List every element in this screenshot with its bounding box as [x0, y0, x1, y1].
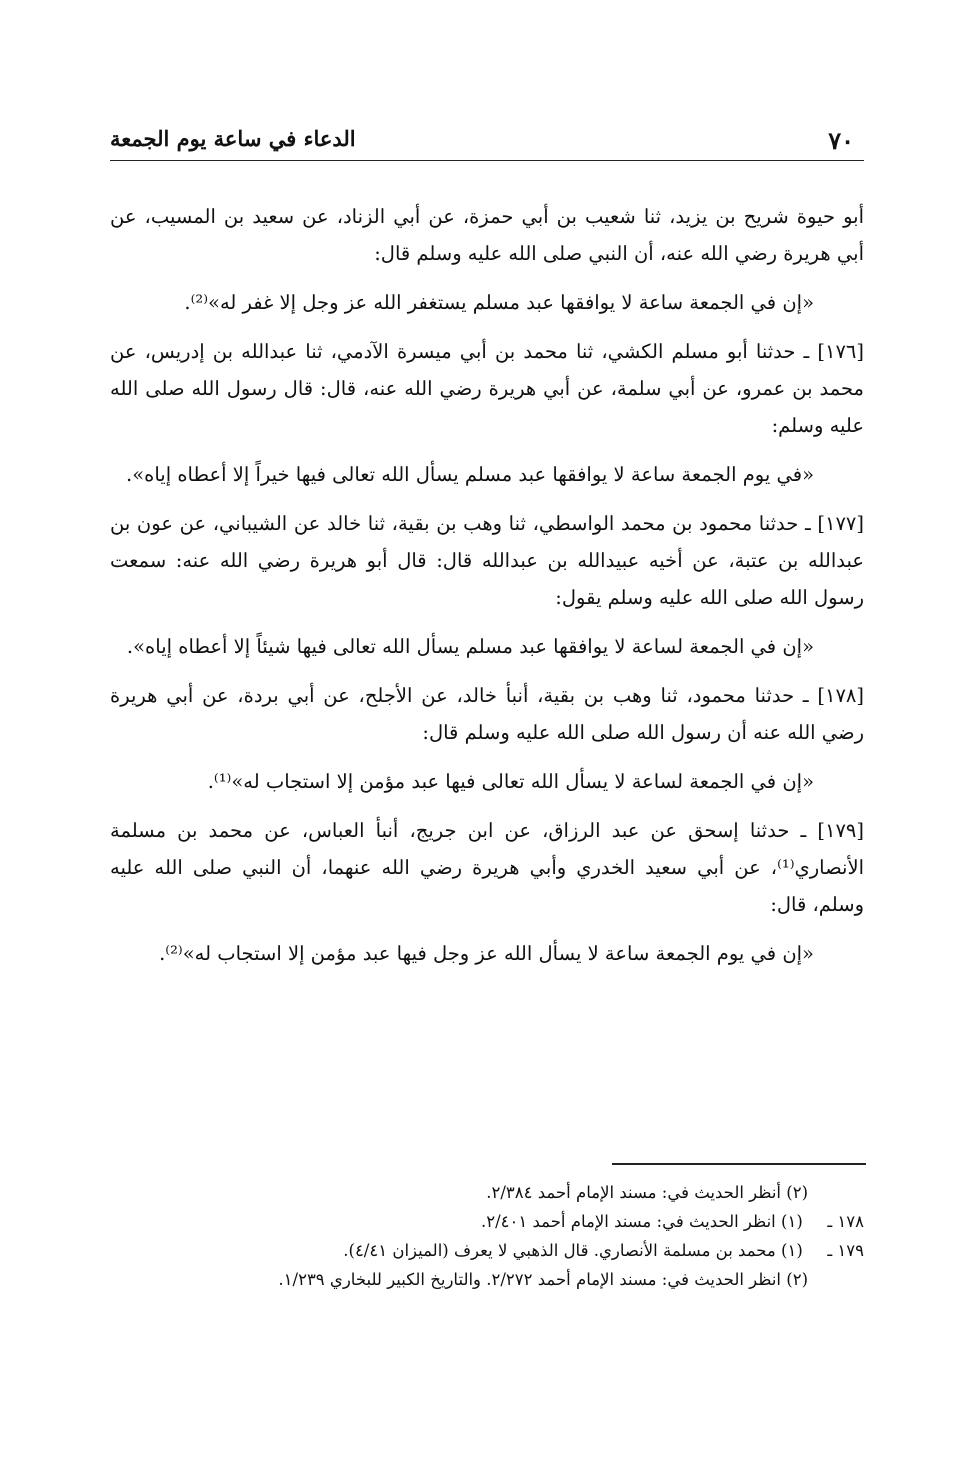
- footnote-text: (٢) انظر الحديث في: مسند الإمام أحمد ٢/٢٧٢. والتاريخ الكبير للبخاري ١/٢٣٩.: [278, 1270, 808, 1289]
- footnote-divider: [612, 1163, 866, 1165]
- hadith-text: «إن في الجمعة ساعة لا يوافقها عبد مسلم يستغفر الله عز وجل إلا غفر له»⁽²⁾.: [184, 291, 814, 314]
- footnote-hadith-number: ١٧٩ ـ: [827, 1241, 864, 1260]
- footnote-text: (١) محمد بن مسلمة الأنصاري. قال الذهبي لا يعرف (الميزان ٤/٤١).: [343, 1241, 803, 1260]
- footnote-hadith-number: ١٧٨ ـ: [827, 1212, 864, 1231]
- footnote: [110, 1265, 864, 1294]
- footnote-text: (١) انظر الحديث في: مسند الإمام أحمد ٢/٤٠١.: [481, 1212, 803, 1231]
- footnote: [110, 1236, 864, 1265]
- page-number: ٧٠: [828, 126, 854, 155]
- footnotes: [110, 1178, 864, 1294]
- hadith-text: «في يوم الجمعة ساعة لا يوافقها عبد مسلم يسأل الله تعالى فيها خيراً إلا أعطاه إياه».: [126, 463, 814, 486]
- footnote-text: (٢) أنظر الحديث في: مسند الإمام أحمد ٢/٣٨٤.: [486, 1183, 808, 1202]
- footnote: [110, 1207, 864, 1236]
- hadith-text: «إن في الجمعة لساعة لا يوافقها عبد مسلم يسأل الله تعالى فيها شيئاً إلا أعطاه إياه».: [126, 635, 814, 658]
- hadith-text: «إن في الجمعة لساعة لا يسأل الله تعالى فيها عبد مؤمن إلا استجاب له»⁽¹⁾.: [207, 770, 814, 793]
- isnad-paragraph: [١٧٩] ـ حدثنا إسحق عن عبد الرزاق، عن ابن جريج، أنبأ العباس، عن محمد بن مسلمة الأنصاري⁽¹⁾، عن أبي سعيد الخدري وأبي هريرة رضي الله عنهما، أن النبي صلى الله عليه وسلم، قال:: [110, 819, 864, 916]
- isnad-paragraph: [١٧٦] ـ حدثنا أبو مسلم الكشي، ثنا محمد بن أبي ميسرة الآدمي، ثنا عبدالله بن إدريس، عن محمد بن عمرو، عن أبي سلمة، عن أبي هريرة رضي الله عنه، قال: قال رسول الله صلى الله عليه وسلم:: [110, 340, 864, 437]
- isnad-paragraph: [١٧٧] ـ حدثنا محمود بن محمد الواسطي، ثنا وهب بن بقية، ثنا خالد عن الشيباني، عن عون بن عبدالله بن عتبة، عن أخيه عبيدالله بن عبدالله قال: قال أبو هريرة رضي الله عنه: سمعت رسول الله صلى الله عليه وسلم يقول:: [110, 512, 864, 609]
- main-text: [110, 198, 864, 984]
- page-header: [110, 124, 864, 161]
- footnote: [110, 1178, 864, 1207]
- isnad-paragraph: [١٧٨] ـ حدثنا محمود، ثنا وهب بن بقية، أنبأ خالد، عن الأجلح، عن أبي بردة، عن أبي هريرة رضي الله عنه أن رسول الله صلى الله عليه وسلم قال:: [110, 684, 864, 744]
- isnad-paragraph: أبو حيوة شريح بن يزيد، ثنا شعيب بن أبي حمزة، عن أبي الزناد، عن سعيد بن المسيب، عن أبي هريرة رضي الله عنه، أن النبي صلى الله عليه وسلم قال:: [110, 205, 864, 265]
- running-title: الدعاء في ساعة يوم الجمعة: [110, 126, 356, 151]
- hadith-text: «إن في يوم الجمعة ساعة لا يسأل الله عز وجل فيها عبد مؤمن إلا استجاب له»⁽²⁾.: [159, 942, 814, 965]
